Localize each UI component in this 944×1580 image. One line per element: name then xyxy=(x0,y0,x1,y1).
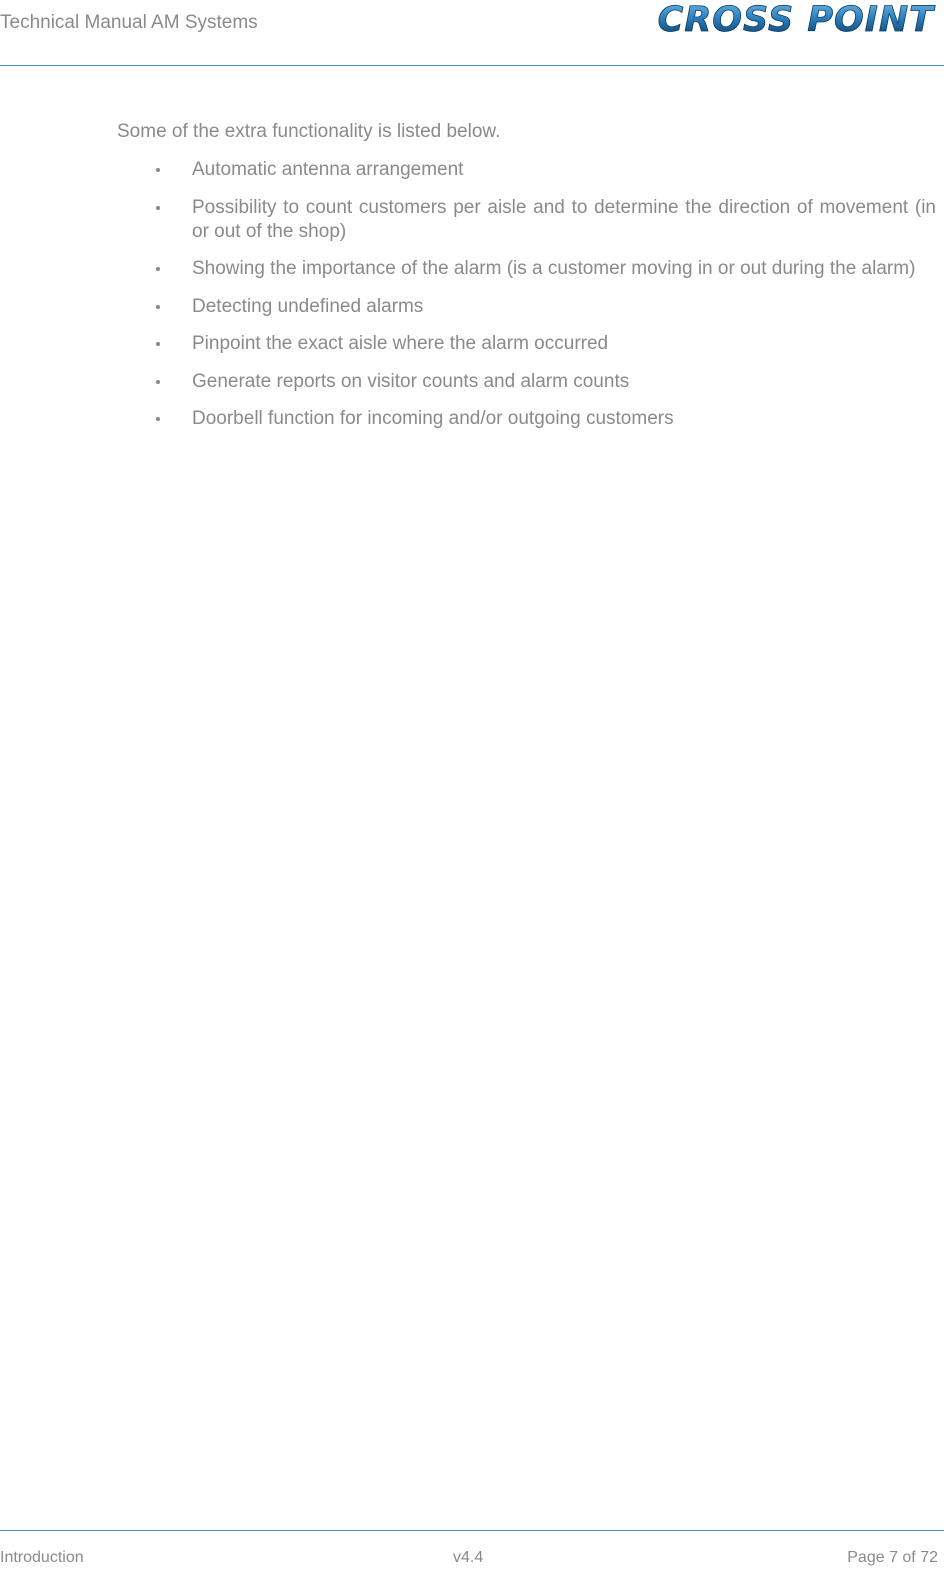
list-item-text: Possibility to count customers per aisle and to determine the direction of movement (in or out of the shop) xyxy=(192,196,936,242)
bullet-icon xyxy=(156,267,160,271)
list-item-text: Pinpoint the exact aisle where the alarm occurred xyxy=(192,333,609,354)
bullet-icon xyxy=(156,305,160,309)
intro-paragraph: Some of the extra functionality is listed below. xyxy=(117,121,501,142)
list-item-text: Automatic antenna arrangement xyxy=(192,159,464,180)
list-item xyxy=(151,295,936,319)
list-item xyxy=(151,158,936,182)
bullet-icon xyxy=(156,417,160,421)
list-item-text: Showing the importance of the alarm (is a customer moving in or out during the alarm) xyxy=(192,258,916,279)
feature-list xyxy=(151,158,936,445)
list-item xyxy=(151,407,936,431)
bullet-icon xyxy=(156,342,160,346)
list-item xyxy=(151,332,936,356)
footer-version: v4.4 xyxy=(453,1549,484,1566)
header-title: Technical Manual AM Systems xyxy=(0,12,258,33)
list-item xyxy=(151,196,936,244)
list-item-text: Generate reports on visitor counts and alarm counts xyxy=(192,370,630,392)
footer-page-number: Page 7 of 72 xyxy=(847,1549,938,1566)
bullet-icon xyxy=(156,206,160,210)
cross-point-logo xyxy=(608,0,938,40)
bullet-icon xyxy=(156,380,160,384)
list-item xyxy=(151,257,936,281)
footer-divider xyxy=(0,1530,944,1531)
list-item-text: Doorbell function for incoming and/or outgoing customers xyxy=(192,408,674,429)
bullet-icon xyxy=(156,168,160,172)
list-item-text: Detecting undefined alarms xyxy=(192,295,424,317)
footer-section: Introduction xyxy=(0,1549,84,1566)
header-divider xyxy=(0,65,944,66)
list-item xyxy=(151,370,936,394)
svg-text:CROSS POINT: CROSS POINT xyxy=(657,0,934,40)
